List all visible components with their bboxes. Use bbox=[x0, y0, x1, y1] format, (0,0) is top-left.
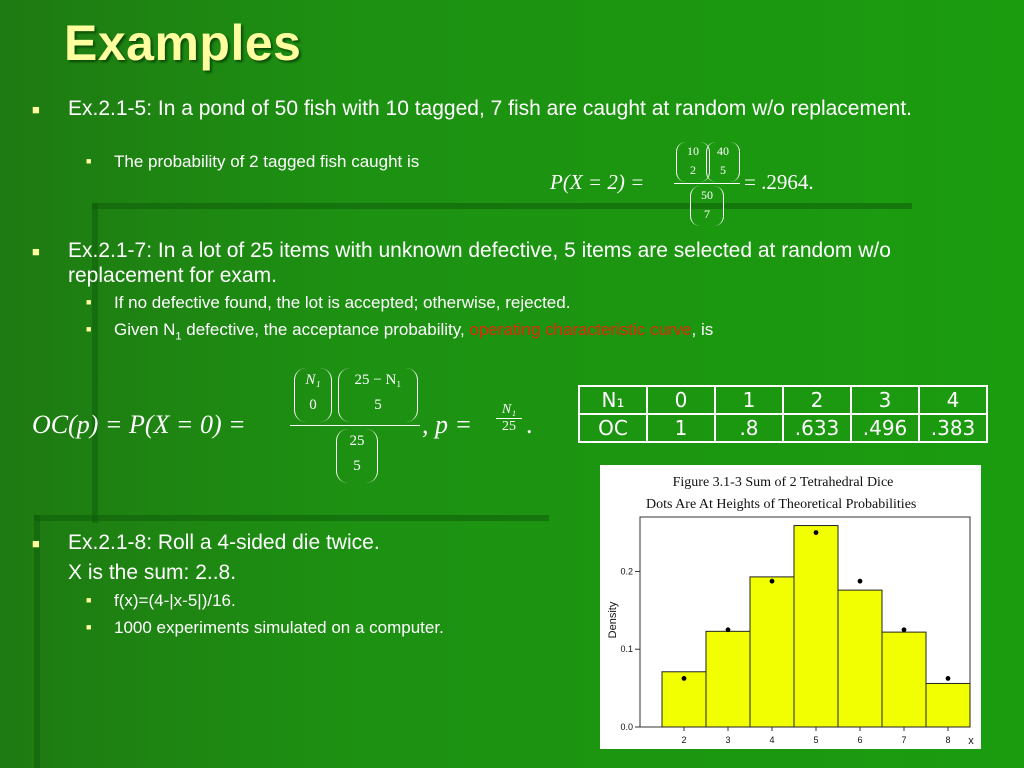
table-cell: .633 bbox=[783, 414, 851, 442]
histogram-bar bbox=[794, 526, 838, 727]
ex1-binom-den bbox=[690, 186, 724, 226]
binom-bottom: 0 bbox=[309, 397, 317, 413]
table-row bbox=[579, 414, 987, 442]
y-axis-label: Density bbox=[607, 601, 619, 639]
x-tick-label: 7 bbox=[901, 735, 907, 745]
binom-top: 50 bbox=[701, 188, 713, 202]
ex3-sub1: f(x)=(4-|x-5|)/16. bbox=[114, 591, 236, 610]
table-cell: 4 bbox=[919, 386, 987, 414]
bullet-icon: ■ bbox=[32, 102, 40, 117]
ex2-sub2-prefix: Given N bbox=[114, 320, 176, 339]
oc-formula-end: . bbox=[526, 410, 533, 439]
binom-bottom: 2 bbox=[690, 163, 696, 177]
p-numerator: N₁ bbox=[501, 402, 517, 417]
table-cell: 1 bbox=[715, 386, 783, 414]
ex2-text: Ex.2.1-7: In a lot of 25 items with unknown defective, 5 items are selected at random w/o replacement for exam. bbox=[68, 239, 891, 287]
theoretical-dot bbox=[902, 627, 907, 632]
sub-bullet-icon: ■ bbox=[86, 156, 92, 166]
table-cell: 2 bbox=[783, 386, 851, 414]
oc-binom-b bbox=[338, 368, 418, 422]
binom-top: 40 bbox=[717, 144, 729, 158]
ex1-sub1: The probability of 2 tagged fish caught is bbox=[114, 152, 420, 171]
theoretical-dot bbox=[946, 676, 951, 681]
decor-line-3 bbox=[34, 515, 549, 521]
y-tick-label: 0.0 bbox=[620, 722, 633, 732]
theoretical-dot bbox=[858, 579, 863, 584]
oc-formula bbox=[32, 366, 552, 486]
binom-bottom: 7 bbox=[704, 207, 710, 221]
binom-bottom: 5 bbox=[374, 397, 382, 413]
sub-bullet-icon: ■ bbox=[86, 622, 92, 632]
x-tick-label: 8 bbox=[945, 735, 951, 745]
ex1-formula-lhs: P(X = 2) = bbox=[550, 170, 645, 194]
ex2-sub1: If no defective found, the lot is accepted; otherwise, rejected. bbox=[114, 293, 571, 312]
table-cell: .383 bbox=[919, 414, 987, 442]
oc-binom-a bbox=[294, 368, 332, 422]
table-cell: 0 bbox=[647, 386, 715, 414]
oc-formula-tail: , p = bbox=[422, 410, 473, 439]
dice-histogram bbox=[600, 465, 981, 749]
x-tick-label: 4 bbox=[769, 735, 775, 745]
table-row bbox=[579, 386, 987, 414]
fraction-bar bbox=[290, 425, 420, 426]
oc-curve-highlight: operating characteristic curve bbox=[469, 320, 692, 339]
histogram-bar bbox=[838, 590, 882, 727]
p-denominator: 25 bbox=[502, 419, 516, 434]
theoretical-dot bbox=[682, 676, 687, 681]
binom-top: 25 bbox=[349, 433, 365, 449]
binom-top: 10 bbox=[687, 144, 699, 158]
row-label: OC bbox=[579, 414, 647, 442]
row-label: N₁ bbox=[579, 386, 647, 414]
table-cell: .496 bbox=[851, 414, 919, 442]
ex1-formula bbox=[550, 142, 850, 230]
histogram-bar bbox=[706, 631, 750, 727]
x-axis-label: x bbox=[968, 735, 974, 747]
x-tick-label: 5 bbox=[813, 735, 819, 745]
ex2-sub2-suffix: , is bbox=[691, 320, 714, 339]
oc-formula-lhs: OC(p) = P(X = 0) = bbox=[32, 410, 246, 439]
p-fraction bbox=[496, 402, 522, 435]
sub-bullet-icon: ■ bbox=[86, 297, 92, 307]
ex3-sub2: 1000 experiments simulated on a computer. bbox=[114, 618, 444, 637]
binom-top: 25 − N₁ bbox=[354, 372, 402, 388]
ex2-sub2-mid: defective, the acceptance probability, bbox=[181, 320, 470, 339]
fraction-bar bbox=[674, 183, 740, 184]
binom-bottom: 5 bbox=[353, 458, 361, 474]
theoretical-dot bbox=[726, 627, 731, 632]
ex3-text2: X is the sum: 2..8. bbox=[68, 561, 237, 584]
oc-table bbox=[578, 385, 988, 443]
table-cell: 1 bbox=[647, 414, 715, 442]
bullet-icon: ■ bbox=[32, 244, 40, 259]
bullet-icon: ■ bbox=[32, 536, 40, 551]
histogram-svg bbox=[600, 465, 981, 749]
table-cell: 3 bbox=[851, 386, 919, 414]
oc-binom-den bbox=[336, 429, 378, 483]
sub-bullet-icon: ■ bbox=[86, 324, 92, 334]
histogram-bar bbox=[882, 632, 926, 727]
histogram-bar bbox=[926, 683, 970, 727]
theoretical-dot bbox=[770, 579, 775, 584]
ex1-text: Ex.2.1-5: In a pond of 50 fish with 10 tagged, 7 fish are caught at random w/o replacement. bbox=[68, 97, 913, 120]
decor-line-4 bbox=[34, 515, 40, 768]
ex2-sub2 bbox=[114, 320, 713, 346]
x-tick-label: 2 bbox=[681, 735, 687, 745]
table-cell: .8 bbox=[715, 414, 783, 442]
ex1-binom-a bbox=[676, 142, 710, 182]
chart-title: Figure 3.1-3 Sum of 2 Tetrahedral Dice bbox=[672, 475, 894, 490]
ex1-binom-b bbox=[706, 142, 740, 182]
ex1-formula-result: = .2964. bbox=[744, 170, 814, 194]
histogram-bar bbox=[750, 577, 794, 727]
y-tick-label: 0.2 bbox=[620, 566, 633, 577]
binom-bottom: 5 bbox=[720, 163, 726, 177]
ex2-sub2-subscript: 1 bbox=[175, 330, 182, 343]
chart-subtitle: Dots Are At Heights of Theoretical Probabilities bbox=[646, 497, 917, 512]
y-tick-label: 0.1 bbox=[620, 644, 633, 655]
sub-bullet-icon: ■ bbox=[86, 595, 92, 605]
x-tick-label: 6 bbox=[857, 735, 863, 745]
x-tick-label: 3 bbox=[725, 735, 731, 745]
ex3-text1: Ex.2.1-8: Roll a 4-sided die twice. bbox=[68, 531, 380, 554]
binom-top: N₁ bbox=[305, 372, 321, 388]
theoretical-dot bbox=[814, 530, 819, 535]
slide-title: Examples bbox=[64, 15, 302, 71]
